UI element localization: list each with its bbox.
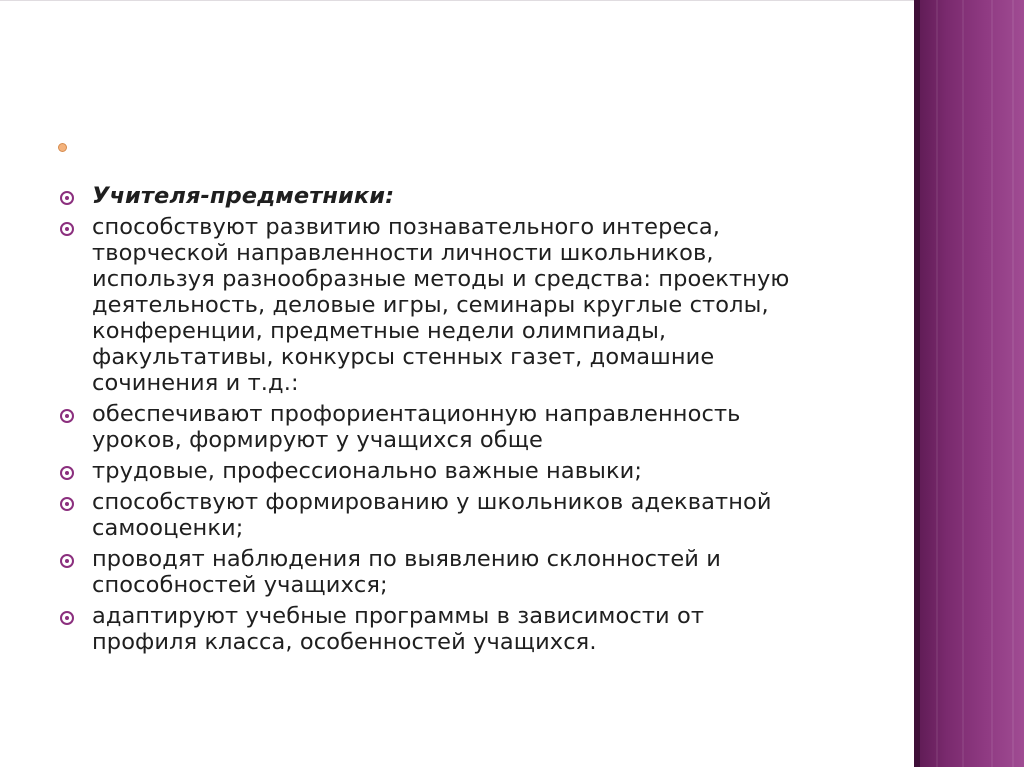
list-item: [60, 401, 850, 453]
side-decorative-panel: [914, 0, 1024, 767]
list-item-text: способствуют формированию у школьников адекватной самооценки;: [92, 489, 772, 541]
circle-bullet-icon: [60, 409, 74, 423]
circle-bullet-icon: [60, 222, 74, 236]
list-item-text: адаптируют учебные программы в зависимости от профиля класса, особенностей учащихся.: [92, 603, 705, 655]
side-panel-stripe: [991, 0, 993, 767]
list-item-text: способствуют развитию познавательного интереса, творческой направленности личности школьников, используя разнообразные методы и средства: проектную деятельность, деловые игры, семинары круглые столы, конференции, предметные недели олимпиады, факультативы, конкурсы стенных газет, домашние сочинения и т.д.:: [92, 214, 790, 396]
side-panel-stripe: [1012, 0, 1014, 767]
list-item: [60, 214, 850, 396]
circle-bullet-icon: [60, 554, 74, 568]
list-item: [60, 603, 850, 655]
side-panel-stripe: [962, 0, 964, 767]
list-heading: Учителя-предметники:: [92, 183, 395, 209]
list-item-text: обеспечивают профориентационную направленность уроков, формируют у учащихся обще: [92, 401, 741, 453]
empty-bullet-dot-icon: [58, 143, 67, 152]
circle-bullet-icon: [60, 191, 74, 205]
list-item: [60, 546, 850, 598]
side-panel-stripe: [936, 0, 938, 767]
circle-bullet-icon: [60, 497, 74, 511]
list-item: [60, 458, 850, 484]
list-item-heading: [60, 183, 850, 209]
list-item-text: проводят наблюдения по выявлению склонностей и способностей учащихся;: [92, 546, 721, 598]
top-divider: [0, 0, 914, 1]
circle-bullet-icon: [60, 611, 74, 625]
list-item-text: трудовые, профессионально важные навыки;: [92, 458, 643, 484]
circle-bullet-icon: [60, 466, 74, 480]
side-panel-edge: [914, 0, 920, 767]
bullet-list: [60, 183, 850, 660]
list-item: [60, 489, 850, 541]
